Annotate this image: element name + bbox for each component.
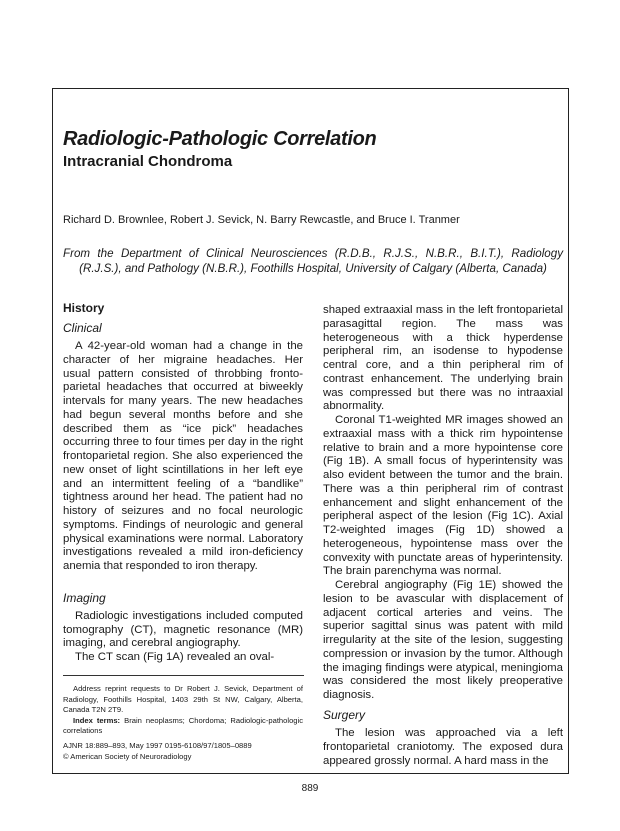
mr-paragraph: Coronal T1-weighted MR images showed an extraaxial mass with a thick rim hypointense relative to brain and a more hypointense core (Fig 1B). A small focus of hyperintensity was also evident between the tumor and the brain. There was a thin peripheral rim of contrast enhancement and slight enhancement of the peripheral aspect of the lesion (Fig 1C). Axial T2-weighted images (Fig 1D) showed a heterogeneous, hypointense mass over the convexity with punctate areas of hyperintensity. The brain parenchyma was normal. — [323, 414, 563, 578]
surgery-paragraph: The lesion was approached via a left frontoparietal craniotomy. The exposed dura appeared grossly normal. A hard mass in the — [323, 727, 563, 767]
copyright-text: © American Society of Neuroradiology — [63, 751, 192, 761]
affiliation: From the Department of Clinical Neurosciences (R.D.B., R.J.S., N.B.R., B.I.T.), Radiology (R.J.S.), and Pathology (N.B.R.), Foothills Hospital, University of Calgary (Alberta, Canada) — [63, 247, 563, 275]
section-gap — [63, 574, 303, 590]
surgery-column — [323, 727, 563, 768]
footnote-citation — [63, 741, 303, 762]
article-title: Radiologic-Pathologic Correlation — [63, 128, 377, 150]
clinical-heading: Clinical — [63, 321, 102, 335]
footnote-rule — [63, 675, 304, 676]
article-subtitle: Intracranial Chondroma — [63, 153, 233, 170]
index-terms — [63, 716, 303, 737]
page-number: 889 — [301, 783, 319, 794]
reprint-text: Address reprint requests to Dr Robert J. Sevick, Department of Radiology, Foothills Hospital, 1403 29th St NW, Calgary, Alberta, Canada T2N 2T9. — [63, 684, 303, 714]
imaging-heading: Imaging — [63, 590, 106, 605]
history-heading: History — [63, 301, 105, 315]
angiography-paragraph: Cerebral angiography (Fig 1E) showed the lesion to be avascular with displacement of adjacent cortical arteries and veins. The superior sagittal sinus was patent with mild irregularity at the site of the lesion, suggesting compression or invasion by the tumor. Although the imaging findings were atypical, meningioma was considered the most likely preoperative diagnosis. — [323, 579, 563, 701]
index-terms-text: Brain neoplasms; Chordoma; Radiologic-pathologic correlations — [63, 715, 303, 735]
left-column — [63, 300, 303, 665]
imaging-paragraph-1: Radiologic investigations included computed tomography (CT), magnetic resonance (MR) imaging, and cerebral angiography. — [63, 609, 303, 650]
surgery-heading: Surgery — [323, 708, 366, 722]
right-column — [323, 304, 563, 703]
clinical-paragraph: A 42-year-old woman had a change in the character of her migraine headaches. Her usual pattern consisted of throbbing fronto-parietal headaches that occurred at biweekly intervals for many years. The new headaches had begun several months before and she described them as “ice pick” headaches occurring three to four times per day in the right frontoparietal region. She also experienced the new onset of light scintillations in her left eye and an intermittent feeling of a “bandlike” tightness around her head. The patient had no history of seizures and no focal neurologic symptoms. Findings of neurologic and general physical examinations were normal. Laboratory investigations revealed a mild iron-deficiency anemia that responded to iron therapy. — [63, 340, 303, 572]
footnote-reprint — [63, 684, 303, 737]
index-terms-label: Index terms: — [73, 715, 121, 725]
citation-text: AJNR 18:889–893, May 1997 0195-6108/97/1805–0889 — [63, 741, 252, 750]
author-list: Richard D. Brownlee, Robert J. Sevick, N. Barry Rewcastle, and Bruce I. Tranmer — [63, 214, 460, 226]
imaging-paragraph-2: The CT scan (Fig 1A) revealed an oval- — [75, 651, 275, 663]
imaging-paragraph-3: shaped extraaxial mass in the left frontoparietal parasagittal region. The mass was heterogeneous with a thick hyperdense peripheral rim, an isodense to hypodense central core, and a thin peripheral rim of contrast enhancement. The underlying brain was compressed but there was no intraaxial abnormality. — [323, 304, 563, 413]
